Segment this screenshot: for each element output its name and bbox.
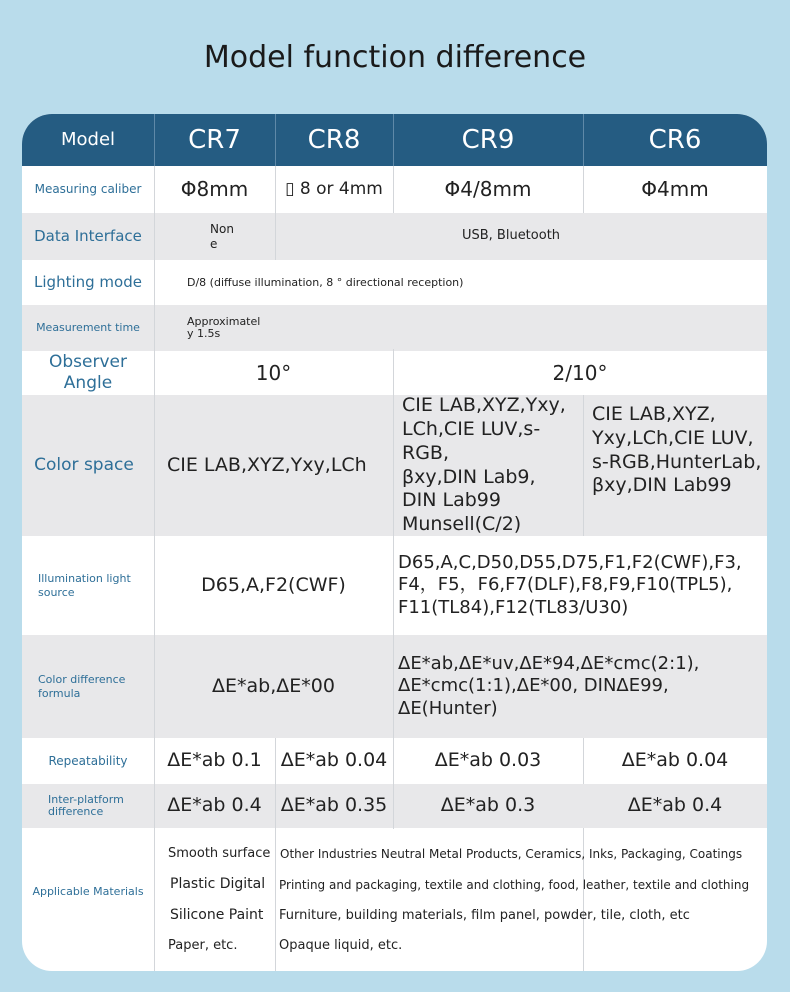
- illumination-cr7-cr8: D65,A,F2(CWF): [201, 573, 346, 596]
- materials-left-item: Smooth surface: [168, 845, 271, 861]
- header-model: Model: [60, 128, 116, 150]
- color-space-cr6: [592, 395, 767, 536]
- color-space-cr7-cr8: CIE LAB,XYZ,Yxy,LCh: [167, 453, 367, 476]
- header-cr9: CR9: [461, 124, 515, 155]
- materials-right-item: Printing and packaging, textile and clothing, food, leather, textile and clothing: [279, 877, 750, 892]
- formula-cr7-cr8: ΔE*ab,ΔE*00: [212, 674, 335, 697]
- caliber-cr6: Φ4mm: [641, 177, 709, 201]
- interface-others: USB, Bluetooth: [461, 228, 561, 244]
- header-cr7: CR7: [188, 124, 241, 155]
- measurement-time-line2: y 1.5s: [187, 327, 221, 340]
- illumination-cr9-cr6-line: F4，F5，F6,F7(DLF),F8,F9,F10(TPL5),: [398, 574, 733, 596]
- label-inter-platform: [22, 784, 154, 828]
- repeatability-cr7: ΔE*ab 0.1: [167, 749, 262, 772]
- materials-left-item: Plastic Digital: [170, 876, 266, 893]
- label-measurement-time: Measurement time: [36, 321, 140, 335]
- color-space-cr9-line: CIE LAB,XYZ,Yxy,: [402, 394, 566, 417]
- label-observer-angle: Observer Angle: [49, 351, 127, 393]
- illumination-cr9-cr6-line: F11(TL84),F12(TL83/U30): [398, 596, 629, 618]
- illumination-cr9-cr6-line: D65,A,C,D50,D55,D75,F1,F2(CWF),F3,: [398, 551, 742, 573]
- inter-platform-cr8: ΔE*ab 0.35: [280, 794, 388, 817]
- comparison-table: [22, 114, 767, 971]
- repeatability-cr6: ΔE*ab 0.04: [621, 749, 729, 772]
- materials-right-item: Other Industries Neutral Metal Products, Ceramics, Inks, Packaging, Coatings: [280, 846, 743, 861]
- inter-platform-cr9: ΔE*ab 0.3: [440, 794, 536, 817]
- color-space-cr6-line: CIE LAB,XYZ,: [592, 403, 716, 425]
- label-measuring-caliber: Measuring caliber: [34, 182, 142, 196]
- page-title: Model function difference: [203, 40, 587, 75]
- color-space-cr9-line: Munsell(C/2): [402, 513, 522, 535]
- formula-cr9-cr6-line: ΔE(Hunter): [398, 697, 498, 719]
- interface-cr7-line1: Non: [210, 222, 234, 236]
- measurement-time-value: [187, 305, 307, 351]
- color-space-cr9-line: LCh,CIE LUV,s-RGB,: [402, 418, 541, 464]
- label-illumination-line1: Illumination light: [38, 571, 131, 585]
- repeatability-cr8: ΔE*ab 0.04: [280, 749, 388, 772]
- formula-cr9-cr6: [398, 635, 767, 738]
- formula-cr9-cr6-line: ΔE*cmc(1:1),ΔE*00, DINΔE99,: [398, 675, 669, 697]
- observer-cr7-cr8: 10°: [255, 360, 292, 385]
- measurement-time-line1: Approximatel: [187, 314, 261, 328]
- label-color-space: Color space: [34, 454, 134, 475]
- label-formula: [22, 635, 154, 738]
- color-space-cr6-line: Yxy,LCh,CIE LUV,: [592, 426, 754, 449]
- color-space-cr9: [402, 395, 582, 536]
- caliber-cr7: Φ8mm: [180, 177, 249, 201]
- materials-right-item: Furniture, building materials, film panel, powder, tile, cloth, etc: [279, 907, 690, 923]
- label-repeatability: Repeatability: [48, 753, 128, 768]
- color-space-cr9-line: DIN Lab99: [402, 489, 501, 512]
- formula-cr9-cr6-line: ΔE*ab,ΔE*uv,ΔE*94,ΔE*cmc(2:1),: [398, 652, 700, 674]
- label-data-interface: Data Interface: [34, 227, 142, 246]
- caliber-cr8: ▯ 8 or 4mm: [285, 178, 383, 199]
- label-applicable-materials: Applicable Materials: [32, 885, 144, 899]
- label-formula-line1: Color difference: [38, 672, 126, 686]
- lighting-value: D/8 (diffuse illumination, 8 ° directional reception): [187, 275, 464, 289]
- interface-cr7-line2: e: [210, 237, 218, 251]
- observer-cr9-cr6: 2/10°: [552, 360, 608, 385]
- illumination-cr9-cr6: [398, 536, 767, 635]
- label-formula-line2: formula: [38, 686, 81, 700]
- color-space-cr9-line: βxy,DIN Lab9,: [402, 465, 536, 488]
- label-lighting-mode: Lighting mode: [34, 273, 142, 292]
- header-cr6: CR6: [648, 124, 702, 155]
- color-space-cr6-line: s-RGB,HunterLab,: [592, 450, 762, 473]
- label-illumination: [22, 536, 154, 635]
- color-space-cr6-line: βxy,DIN Lab99: [592, 474, 732, 497]
- label-inter-platform-line2: difference: [48, 805, 104, 818]
- repeatability-cr9: ΔE*ab 0.03: [434, 749, 542, 772]
- materials-left-item: Paper, etc.: [168, 937, 238, 953]
- label-inter-platform-line1: Inter-platform: [48, 792, 124, 806]
- inter-platform-cr6: ΔE*ab 0.4: [627, 794, 723, 817]
- materials-left-item: Silicone Paint: [170, 907, 264, 924]
- inter-platform-cr7: ΔE*ab 0.4: [167, 794, 262, 817]
- header-cr8: CR8: [307, 124, 361, 155]
- interface-cr7: [210, 220, 270, 254]
- materials-right-item: Opaque liquid, etc.: [279, 937, 403, 953]
- caliber-cr9: Φ4/8mm: [444, 177, 532, 201]
- label-illumination-line2: source: [38, 585, 75, 599]
